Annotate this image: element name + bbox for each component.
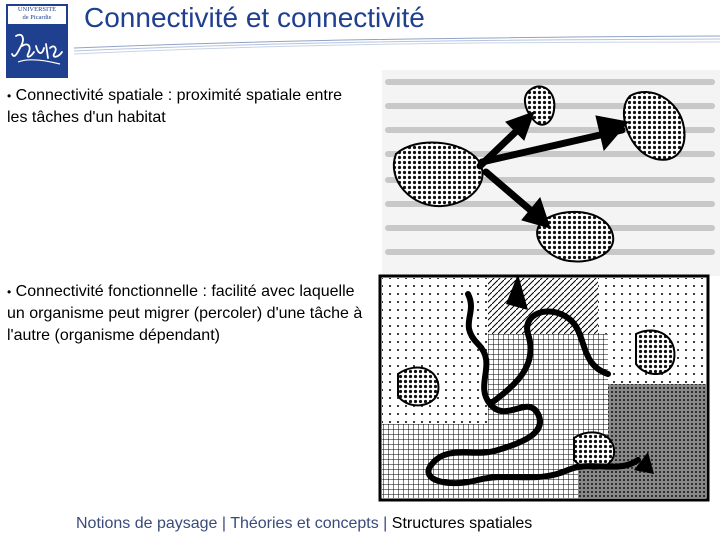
bullet-spatial-connectivity [7,85,347,129]
functional-connectivity-illustration [378,274,710,502]
logo-line2: de Picardie [22,14,52,21]
bullet-marker: • [7,89,12,103]
mosaic-patch-dotted-1 [398,368,438,406]
title-underline-swoosh [74,34,720,58]
footer-separator: | [217,515,231,532]
bullet-marker: • [7,285,12,299]
spatial-connectivity-illustration [382,70,720,276]
mosaic-patch-dotted-2 [636,330,674,374]
slide-title: Connectivité et connectivité [84,2,425,33]
mosaic-patch-grid-center [488,334,608,434]
footer-breadcrumb [76,515,532,533]
footer-part-3: Structures spatiales [391,515,533,532]
bullet-text: Connectivité spatiale : proximité spatiale entre les tâches d'un habitat [7,87,343,126]
logo-signature [8,28,66,74]
footer-separator: | [378,515,392,532]
logo-header [8,6,66,24]
bullet-text: Connectivité fonctionnelle : facilité avec laquelle un organisme peut migrer (percoler) d'une tâche à l'autre (organisme dépendant) [7,283,363,344]
university-logo [6,4,68,78]
footer-part-1: Notions de paysage [76,515,218,532]
bullet-functional-connectivity [7,281,367,347]
footer-part-2: Théories et concepts [230,515,379,532]
logo-line1: UNIVERSITÉ [17,6,57,13]
mosaic-patch-dotted-3 [574,432,614,468]
mosaic-patch-grid-bottom [382,424,578,498]
